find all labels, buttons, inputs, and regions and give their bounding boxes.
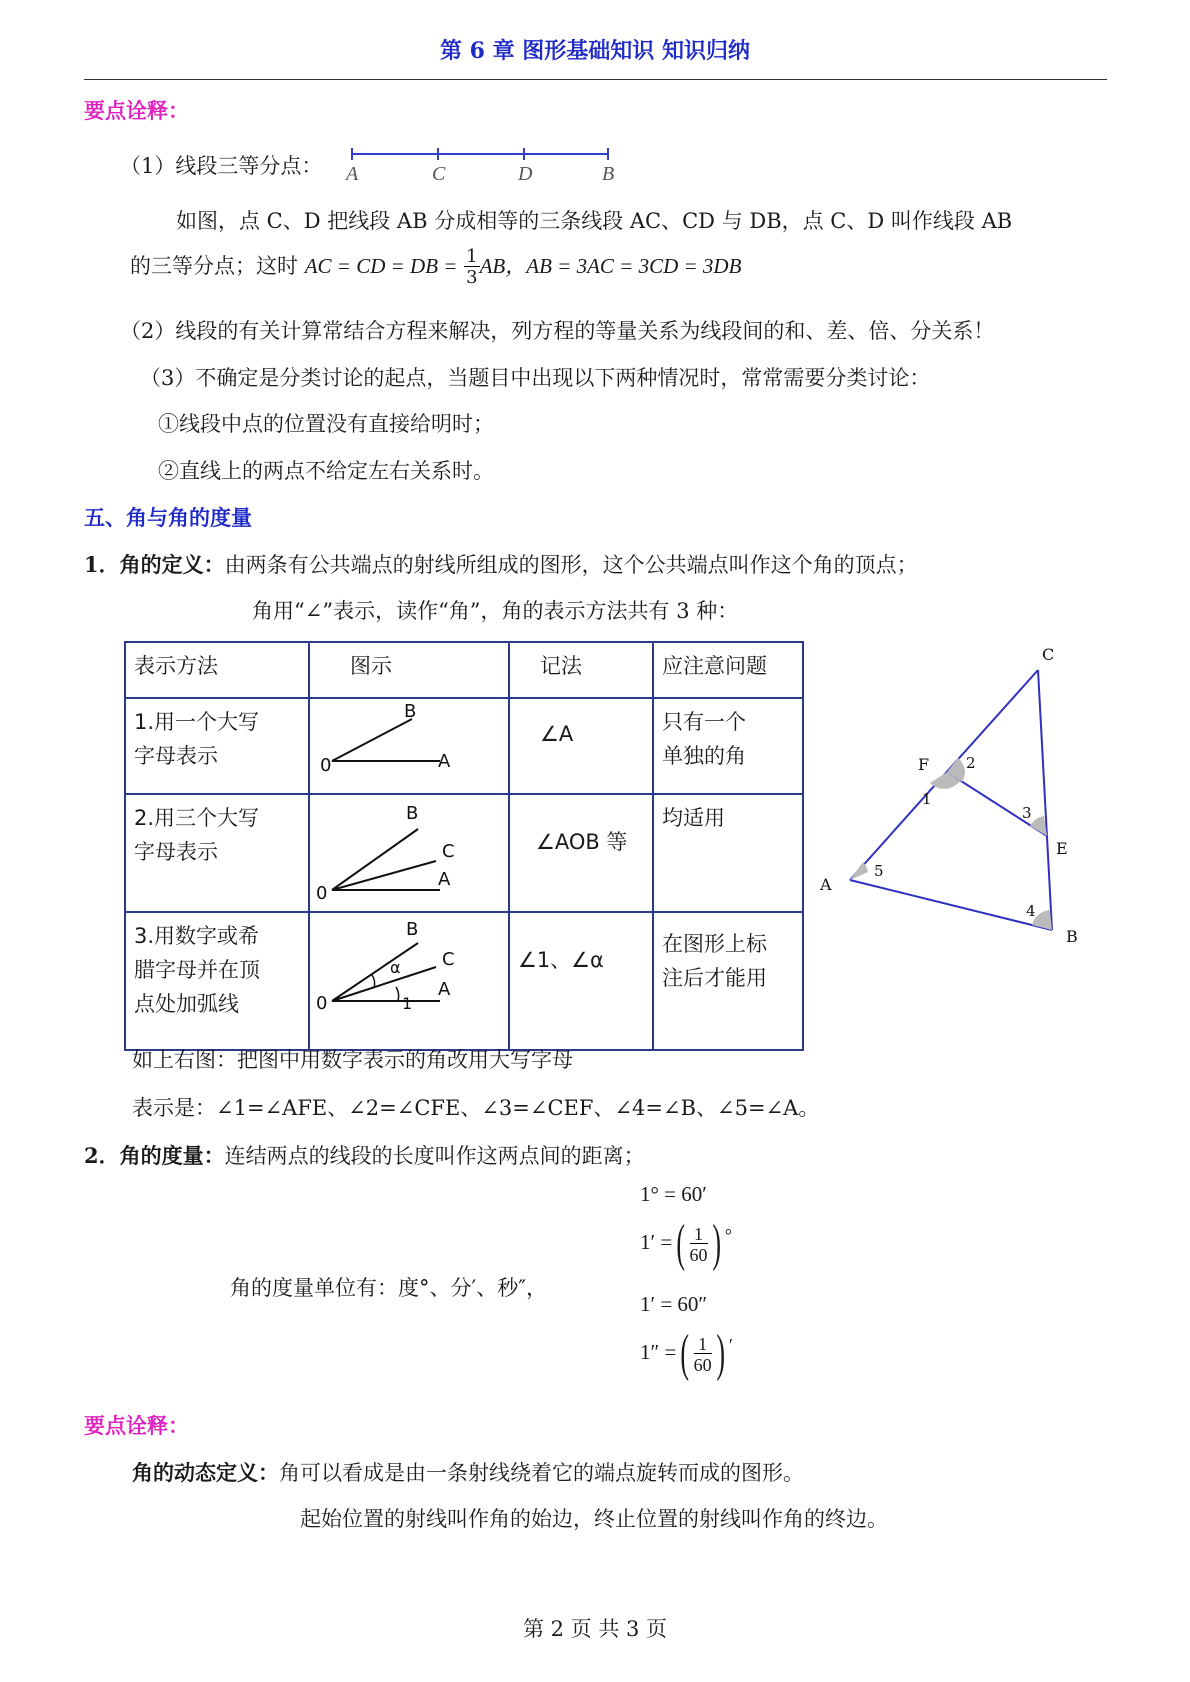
angle-def-label: 1．角的定义： <box>84 552 225 577</box>
table-header-row <box>125 642 803 698</box>
tri-label-b: B <box>1066 927 1078 946</box>
row1-note <box>653 698 803 794</box>
tri-num-3: 3 <box>1022 804 1032 822</box>
angle-units-text: 角的度量单位有：度°、分′、秒″， <box>230 1276 548 1300</box>
header-note: 应注意问题 <box>653 642 803 698</box>
row3-note <box>653 912 803 1050</box>
angle-notation-table <box>124 641 804 1051</box>
tri-num-5: 5 <box>874 862 884 880</box>
angle-figure-single-letter <box>310 699 476 783</box>
r3-label-1: 1 <box>402 994 413 1013</box>
seg-label-a: A <box>346 163 359 185</box>
unit-degree-to-minute: 1° = 60′ <box>640 1182 707 1206</box>
r1-label-b: B <box>404 701 417 722</box>
row2-note-line1: 均适用 <box>662 806 725 830</box>
formula-right: AB，AB = 3AC = 3CD = 3DB <box>479 254 742 278</box>
fraction-one-third: $\frac{1}{3}$ <box>466 246 478 288</box>
note-heading: 要点诠释： <box>84 98 189 123</box>
dynamic-def-label: 角的动态定义： <box>132 1460 279 1485</box>
row1-note-line1: 只有一个 <box>662 710 746 734</box>
row1-note-line2: 单独的角 <box>662 744 746 768</box>
row3-notation: ∠1、∠α <box>509 912 653 1050</box>
item3-case-b: ②直线上的两点不给定左右关系时。 <box>158 459 494 483</box>
row1-notation: ∠A <box>509 698 653 794</box>
angle-measure-label: 2．角的度量： <box>84 1143 225 1168</box>
angle-figure-arc-numbers <box>310 913 476 1039</box>
row1-method-line2: 字母表示 <box>134 744 218 768</box>
unit-minute-to-degree: 1′ =( $\frac{1}{60}$ ) ° <box>640 1215 732 1272</box>
angle-notation-intro: 角用“∠”表示，读作“角”，角的表示方法共有 3 种： <box>252 599 739 623</box>
item3-text: （3）不确定是分类讨论的起点，当题目中出现以下两种情况时，常常需要分类讨论： <box>140 366 931 390</box>
header-notation: 记法 <box>509 642 653 698</box>
item1-description: 如图，点 C、D 把线段 AB 分成相等的三条线段 AC、CD 与 DB，点 C、D 叫作线段 AB <box>176 209 1013 233</box>
angle-measure <box>84 1140 645 1170</box>
trisection-segment-diagram <box>340 146 620 186</box>
row3-note-line2: 注后才能用 <box>662 966 767 990</box>
item3-case-a: ①线段中点的位置没有直接给明时； <box>158 412 494 436</box>
triangle-figure <box>810 640 1100 950</box>
row3-method-line1: 3.用数字或希 <box>134 924 260 948</box>
item2-text: （2）线段的有关计算常结合方程来解决，列方程的等量关系为线段间的和、差、倍、分关系！ <box>120 319 995 343</box>
row2-method-line2: 字母表示 <box>134 840 218 864</box>
unit-minute-to-second: 1′ = 60″ <box>640 1292 708 1316</box>
r2-label-b: B <box>406 803 419 824</box>
table-row <box>125 794 803 912</box>
seg-label-b: B <box>602 163 615 185</box>
u2-suffix: ° <box>724 1224 732 1245</box>
tri-num-2: 2 <box>966 754 976 772</box>
row2-method-line1: 2.用三个大写 <box>134 806 260 830</box>
tri-label-a: A <box>820 875 832 894</box>
u4-fraction: $\frac{1}{60}$ <box>693 1333 712 1375</box>
table-row <box>125 912 803 1050</box>
row2-figure <box>309 794 509 912</box>
header-divider <box>84 79 1107 80</box>
r3-label-c: C <box>442 949 455 970</box>
u2-fraction: $\frac{1}{60}$ <box>689 1223 708 1265</box>
angle-figure-three-letters <box>310 795 476 901</box>
tri-label-f: F <box>918 755 930 774</box>
r1-label-o: 0 <box>320 755 332 776</box>
row3-figure <box>309 912 509 1050</box>
section-heading-angles: 五、角与角的度量 <box>84 505 252 530</box>
seg-label-c: C <box>432 163 446 185</box>
tri-num-1: 1 <box>922 790 932 808</box>
row2-notation: ∠AOB 等 <box>509 794 653 912</box>
r2-label-a: A <box>438 869 451 890</box>
seg-label-d: D <box>518 163 533 185</box>
angle-definition <box>84 549 918 579</box>
row3-method <box>125 912 309 1050</box>
u2-left: 1′ = <box>640 1229 673 1254</box>
r2-label-c: C <box>442 841 455 862</box>
r1-label-a: A <box>438 751 451 772</box>
formula-prefix: 的三等分点；这时 <box>130 254 305 278</box>
r2-label-o: 0 <box>316 883 328 901</box>
header-method: 表示方法 <box>125 642 309 698</box>
tri-label-c: C <box>1042 645 1055 664</box>
header-figure: 图示 <box>309 642 509 698</box>
row1-method <box>125 698 309 794</box>
row1-figure <box>309 698 509 794</box>
u4-left: 1″ = <box>640 1339 677 1364</box>
dynamic-def-text: 角可以看成是由一条射线绕着它的端点旋转而成的图形。 <box>279 1461 804 1485</box>
figure-note-line2: 表示是：∠1=∠AFE、∠2=∠CFE、∠3=∠CEF、∠4=∠B、∠5=∠A。 <box>132 1096 820 1120</box>
r3-label-alpha: α <box>390 958 401 977</box>
row1-method-line1: 1.用一个大写 <box>134 710 260 734</box>
dynamic-definition-line2: 起始位置的射线叫作角的始边，终止位置的射线叫作角的终边。 <box>300 1507 888 1531</box>
row2-method <box>125 794 309 912</box>
angle-measure-text: 连结两点的线段的长度叫作这两点间的距离； <box>224 1144 645 1168</box>
row3-method-line3: 点处加弧线 <box>134 992 239 1016</box>
table-row <box>125 698 803 794</box>
r3-label-a: A <box>438 979 451 1000</box>
page-title: 第 6 章 图形基础知识 知识归纳 <box>440 38 750 64</box>
row3-note-line1: 在图形上标 <box>662 932 767 956</box>
dynamic-definition <box>132 1457 804 1487</box>
r3-label-o: 0 <box>316 993 328 1014</box>
formula-left: AC = CD = DB = <box>304 254 458 278</box>
angle-def-text: 由两条有公共端点的射线所组成的图形，这个公共端点叫作这个角的顶点； <box>224 553 918 577</box>
u4-suffix: ′ <box>729 1334 733 1355</box>
item1-label: （1）线段三等分点： <box>120 154 323 178</box>
row3-method-line2: 腊字母并在顶 <box>134 958 260 982</box>
tri-num-4: 4 <box>1026 902 1036 920</box>
tri-label-e: E <box>1056 839 1068 858</box>
r3-label-b: B <box>406 919 419 940</box>
row2-note <box>653 794 803 912</box>
item1-formula-line <box>130 248 741 287</box>
note-heading-2: 要点诠释： <box>84 1413 189 1438</box>
page-footer: 第 2 页 共 3 页 <box>522 1617 668 1641</box>
unit-second-to-minute: 1″ =( $\frac{1}{60}$ ) ′ <box>640 1325 733 1382</box>
figure-note-line1: 如上右图：把图中用数字表示的角改用大写字母 <box>132 1048 573 1072</box>
